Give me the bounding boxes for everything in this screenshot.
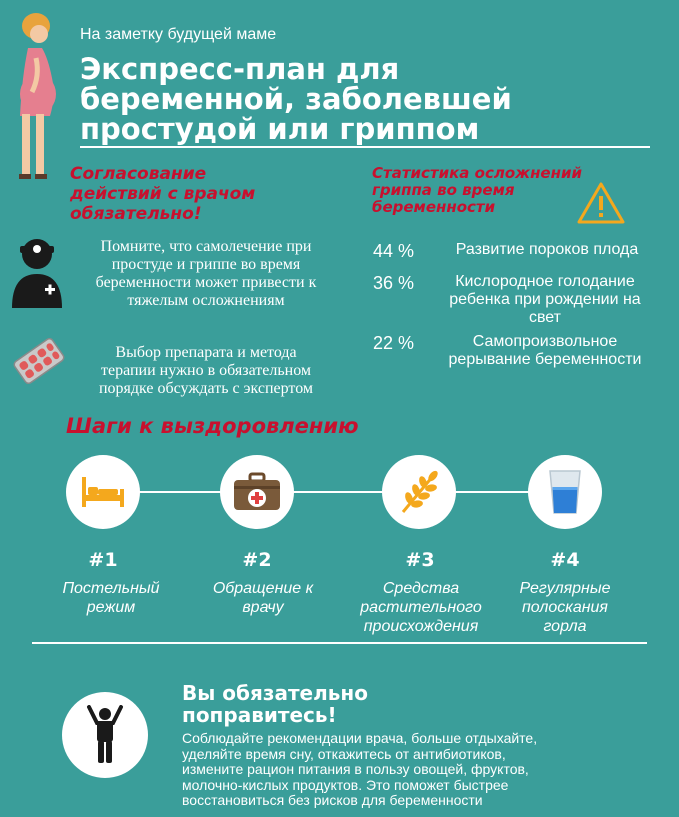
step-number: #2 (242, 549, 272, 571)
step-2-circle (220, 455, 294, 529)
step-number: #1 (88, 549, 118, 571)
water-glass-icon (548, 469, 582, 515)
page-title: Экспресс-план для беременной, заболевшей простудой или гриппом (80, 52, 512, 146)
warning-icon (576, 181, 626, 225)
step-3-circle (382, 455, 456, 529)
pills-icon (8, 330, 70, 392)
title-divider (80, 146, 650, 148)
doctor-icon (10, 236, 64, 308)
step-1-circle (66, 455, 140, 529)
medical-kit-icon (232, 472, 282, 512)
page-subtitle: На заметку будущей маме (80, 26, 277, 43)
final-circle (62, 692, 148, 778)
final-advice: Соблюдайте рекомендации врача, больше отдыхайте, уделяйте время сну, откажитесь от антибиотиков, измените рацион питания в пользу овощей, фруктов, молочно-кислых продуктов. Это поможет быстрее восстановиться без рисков для беременности (182, 730, 538, 808)
step-label: Регулярные полоскания горла (519, 580, 611, 635)
cheering-person-icon (85, 705, 125, 765)
step-number: #3 (405, 549, 435, 571)
wheat-icon (397, 468, 441, 516)
steps-heading: Шаги к выздоровлению (66, 414, 359, 438)
medication-choice-note: Выбор препарата и метода терапии нужно в обязательном порядке обсуждать с экспертом (98, 344, 314, 397)
final-title: Вы обязательно поправитесь! (182, 681, 368, 727)
stat-percent: 22 % (373, 333, 415, 353)
stat-percent: 44 % (373, 241, 415, 261)
consult-heading: Согласование действий с врачом обязательно! (70, 164, 256, 224)
step-label: Средства растительного происхождения (360, 580, 482, 635)
stat-description: Развитие пороков плода (455, 241, 639, 258)
step-label: Постельный режим (62, 580, 160, 616)
steps-connector-line (100, 491, 570, 493)
bed-icon (80, 475, 126, 509)
pregnant-woman-icon (6, 6, 70, 184)
step-4-circle (528, 455, 602, 529)
stat-description: Самопроизвольное рерывание беременности (448, 333, 642, 368)
stats-heading: Статистика осложнений гриппа во время беременности (372, 164, 582, 216)
step-label: Обращение к врачу (212, 580, 314, 616)
self-treatment-note: Помните, что самолечение при простуде и гриппе во время беременности может привести к тяжелым осложнениям (95, 238, 317, 309)
step-number: #4 (550, 549, 580, 571)
bottom-divider (32, 642, 647, 644)
stat-description: Кислородное голодание ребенка при рождении на свет (449, 273, 641, 326)
stat-percent: 36 % (373, 273, 415, 293)
